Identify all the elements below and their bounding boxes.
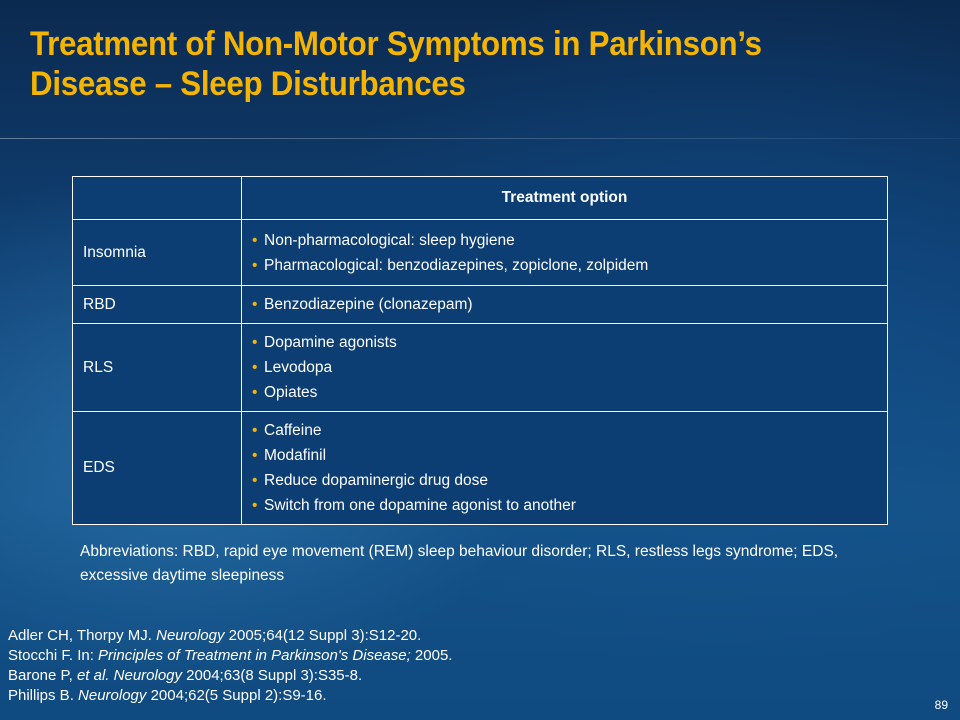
table-row: [73, 412, 888, 525]
list-item: • Caffeine: [252, 418, 879, 443]
treatment-table: [72, 176, 888, 525]
table-row: [73, 324, 888, 412]
options-list: [252, 228, 879, 278]
abbreviations-note: Abbreviations: RBD, rapid eye movement (REM) sleep behaviour disorder; RLS, restless legs syndrome; EDS, excessive daytime sleepiness: [80, 543, 839, 584]
condition-cell: RLS: [73, 324, 242, 412]
table-row: [73, 220, 888, 286]
slide-title: Treatment of Non-Motor Symptoms in Parkinson’s Disease – Sleep Disturbances: [30, 25, 762, 103]
table-header-treatment-option: Treatment option: [242, 177, 888, 220]
condition-cell: EDS: [73, 412, 242, 525]
options-cell: [242, 220, 888, 286]
title-divider: [0, 138, 960, 139]
options-cell: [242, 324, 888, 412]
table-header-row: [73, 177, 888, 220]
list-item: • Dopamine agonists: [252, 330, 879, 355]
list-item: • Pharmacological: benzodiazepines, zopiclone, zolpidem: [252, 253, 879, 278]
reference-item: Barone P, et al. Neurology 2004;63(8 Suppl 3):S35-8.: [8, 667, 363, 684]
options-cell: [242, 412, 888, 525]
options-cell: [242, 286, 888, 324]
options-list: [252, 418, 879, 518]
options-list: [252, 292, 879, 317]
page-number: 89: [934, 698, 948, 712]
condition-cell: Insomnia: [73, 220, 242, 286]
list-item: • Non-pharmacological: sleep hygiene: [252, 228, 879, 253]
list-item: • Levodopa: [252, 355, 879, 380]
list-item: • Benzodiazepine (clonazepam): [252, 292, 879, 317]
condition-cell: RBD: [73, 286, 242, 324]
table-header-empty: [73, 177, 242, 220]
reference-item: Phillips B. Neurology 2004;62(5 Suppl 2):S9-16.: [8, 687, 327, 704]
options-list: [252, 330, 879, 405]
table-row: [73, 286, 888, 324]
list-item: • Opiates: [252, 380, 879, 405]
reference-item: Adler CH, Thorpy MJ. Neurology 2005;64(12 Suppl 3):S12-20.: [8, 627, 422, 644]
reference-item: Stocchi F. In: Principles of Treatment in Parkinson's Disease; 2005.: [8, 647, 453, 664]
list-item: • Reduce dopaminergic drug dose: [252, 468, 879, 493]
list-item: • Modafinil: [252, 443, 879, 468]
references: [8, 626, 888, 706]
list-item: • Switch from one dopamine agonist to another: [252, 493, 879, 518]
